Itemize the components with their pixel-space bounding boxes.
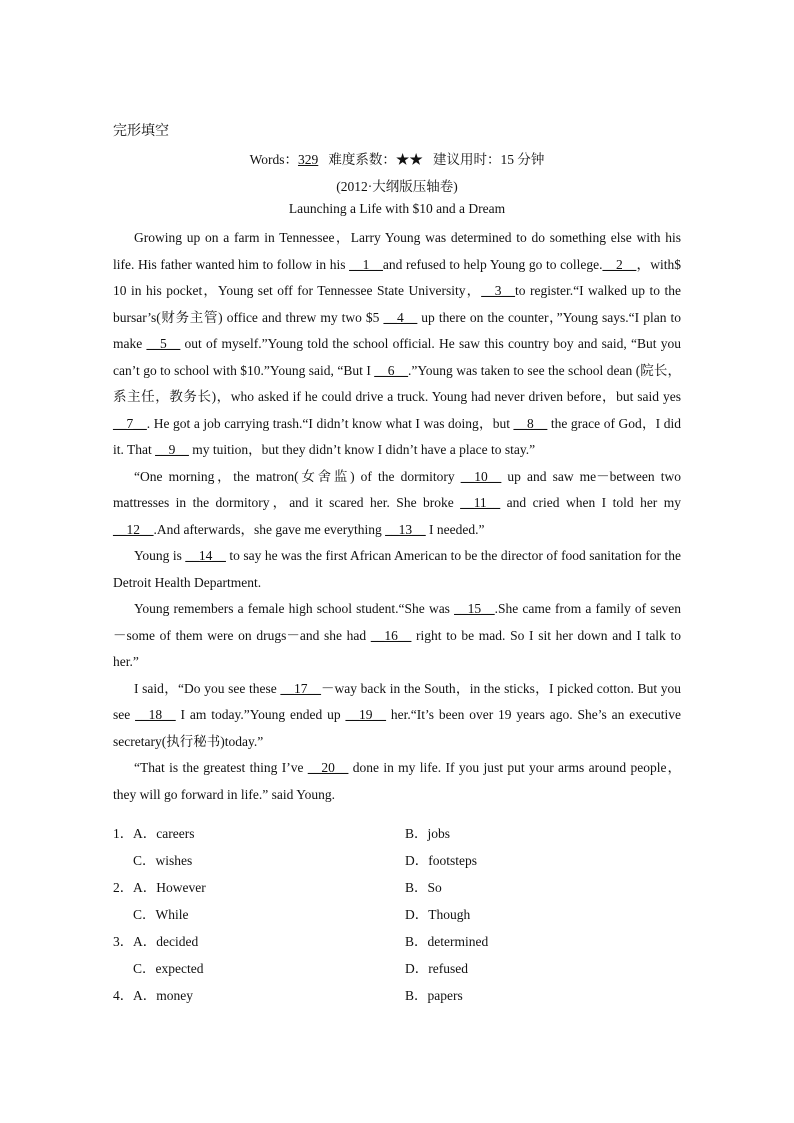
answer-options — [113, 823, 681, 1012]
option-left — [113, 823, 194, 845]
answer-blank[interactable]: __14__ — [185, 548, 226, 563]
answer-blank[interactable]: __9__ — [155, 442, 189, 457]
option-row — [113, 931, 681, 958]
answer-blank[interactable]: __13__ — [385, 521, 426, 537]
passage-paragraph — [113, 676, 681, 756]
suggested-time: 建议用时：15 分钟 — [433, 152, 545, 167]
option-left — [113, 850, 192, 872]
passage-text: Young is — [134, 548, 186, 563]
question-number: 2． — [113, 880, 134, 895]
passage-text: .”Young was taken to see the school dean (院长，系主任，教务长)，who asked if he could drive a truck. Young had never driven before，but said yes — [113, 362, 681, 404]
option-choice[interactable]: A．careers — [133, 826, 195, 841]
passage-paragraph — [113, 543, 681, 596]
passage-text: up and saw me－between two mattresses in the dormitory，and it scared her. She broke — [113, 468, 681, 510]
answer-blank[interactable]: __3__ — [481, 283, 515, 298]
exercise-meta — [0, 148, 794, 168]
option-row — [113, 850, 681, 877]
passage-text: Growing up on a farm in Tennessee，Larry Young was determined to do something else with his life. His father wanted him to follow in his — [113, 230, 681, 272]
passage-paragraph — [113, 596, 681, 676]
passage-text: the grace of God，I did it. That — [113, 415, 681, 457]
passage-text: I needed.” — [425, 521, 485, 537]
answer-blank[interactable]: __16__ — [370, 627, 412, 643]
passage-text: “That is the greatest thing I’ve — [134, 760, 308, 775]
passage-text: done in my life. If you just put your arms around people，they will go forward in life.” said Young. — [113, 760, 681, 802]
answer-blank[interactable]: __11__ — [460, 495, 501, 510]
answer-blank[interactable]: __12__ — [113, 521, 154, 537]
passage-body — [113, 225, 681, 808]
answer-blank[interactable]: __6__ — [374, 362, 409, 378]
option-choice[interactable]: C．wishes — [133, 853, 193, 868]
answer-blank[interactable]: __2__ — [602, 256, 637, 272]
option-choice[interactable]: A．money — [133, 988, 193, 1003]
passage-text: right to be mad. So I sit her down and I talk to her.” — [113, 627, 681, 669]
option-row — [113, 823, 681, 850]
answer-blank[interactable]: __15__ — [454, 601, 495, 616]
option-choice[interactable]: B．papers — [405, 988, 463, 1003]
passage-text: “One morning，the matron(女舍监) of the dormitory — [134, 468, 461, 484]
answer-blank[interactable]: __17__ — [280, 680, 321, 696]
option-choice[interactable]: D．Though — [405, 907, 471, 922]
question-number: 1． — [113, 826, 134, 841]
option-choice[interactable]: B．So — [405, 880, 442, 895]
option-choice[interactable]: A．However — [133, 880, 206, 895]
passage-paragraph — [113, 225, 681, 464]
difficulty-rating: 难度系数：★★ — [328, 152, 423, 167]
answer-blank[interactable]: __10__ — [460, 468, 502, 484]
passage-text: . He got a job carrying trash.“I didn’t know what I was doing，but — [146, 415, 514, 431]
passage-title: Launching a Life with $10 and a Dream — [288, 201, 506, 216]
passage-text: her.“It’s been over 19 years ago. She’s an executive secretary(执行秘书)today.” — [113, 707, 681, 749]
option-left — [113, 904, 189, 926]
answer-blank[interactable]: __1__ — [349, 256, 383, 272]
passage-paragraph — [113, 755, 681, 808]
option-choice[interactable]: B．determined — [405, 934, 489, 949]
option-left — [113, 931, 198, 953]
option-choice[interactable]: D．refused — [405, 961, 468, 976]
passage-text: to say he was the first African American to be the director of food sanitation for the Detroit Health Department. — [113, 548, 681, 590]
option-choice[interactable]: B．jobs — [405, 826, 451, 841]
answer-blank[interactable]: __7__ — [113, 415, 147, 431]
answer-blank[interactable]: __18__ — [135, 707, 176, 722]
passage-text: Young remembers a female high school student.“She was — [134, 601, 455, 616]
question-number: 3． — [113, 934, 134, 949]
option-row — [113, 958, 681, 985]
passage-text: to register.“I walked up to the bursar’s(财务主管) office and threw my two $5 — [113, 283, 681, 325]
exam-source: (2012·大纲版压轴卷) — [336, 179, 458, 194]
passage-text: and refused to help Young go to college. — [382, 256, 603, 272]
passage-text: I said，“Do you see these — [134, 680, 281, 696]
passage-text: .And afterwards，she gave me everything — [153, 521, 386, 537]
answer-blank[interactable]: __20__ — [307, 760, 349, 775]
word-count: 329 — [298, 152, 319, 167]
passage-text: out of myself.”Young told the school official. He saw this country boy and said, “But you can’t go to school with $10.”Young said, “But I — [113, 336, 681, 378]
passage-text: and cried when I told her my — [500, 495, 681, 510]
passage-paragraph — [113, 464, 681, 544]
answer-blank[interactable]: __19__ — [345, 707, 386, 722]
option-row — [113, 985, 681, 1012]
answer-blank[interactable]: __5__ — [146, 336, 181, 351]
section-title: 完形填空 — [113, 124, 169, 139]
option-left — [113, 877, 206, 899]
option-left — [113, 985, 193, 1007]
passage-text: I am today.”Young ended up — [175, 707, 346, 722]
answer-blank[interactable]: __8__ — [513, 415, 548, 431]
option-row — [113, 877, 681, 904]
passage-text: .She came from a family of seven－some of them were on drugs－and she had — [113, 601, 681, 643]
option-choice[interactable]: C．While — [133, 907, 189, 922]
option-choice[interactable]: D．footsteps — [405, 853, 477, 868]
option-choice[interactable]: A．decided — [133, 934, 199, 949]
passage-text: my tuition，but they didn’t know I didn’t have a place to stay.” — [188, 442, 536, 457]
passage-text: －way back in the South，in the sticks，I picked cotton. But you see — [113, 680, 681, 722]
passage-text: up there on the counter，”Young says.“I plan to make — [113, 309, 682, 351]
question-number: 4． — [113, 988, 134, 1003]
passage-text: ，with$ 10 in his pocket，Young set off for Tennessee State University， — [113, 256, 681, 298]
option-left — [113, 958, 203, 980]
words-label: Words： — [249, 152, 299, 167]
option-choice[interactable]: C．expected — [133, 961, 204, 976]
answer-blank[interactable]: __4__ — [383, 309, 418, 325]
option-row — [113, 904, 681, 931]
